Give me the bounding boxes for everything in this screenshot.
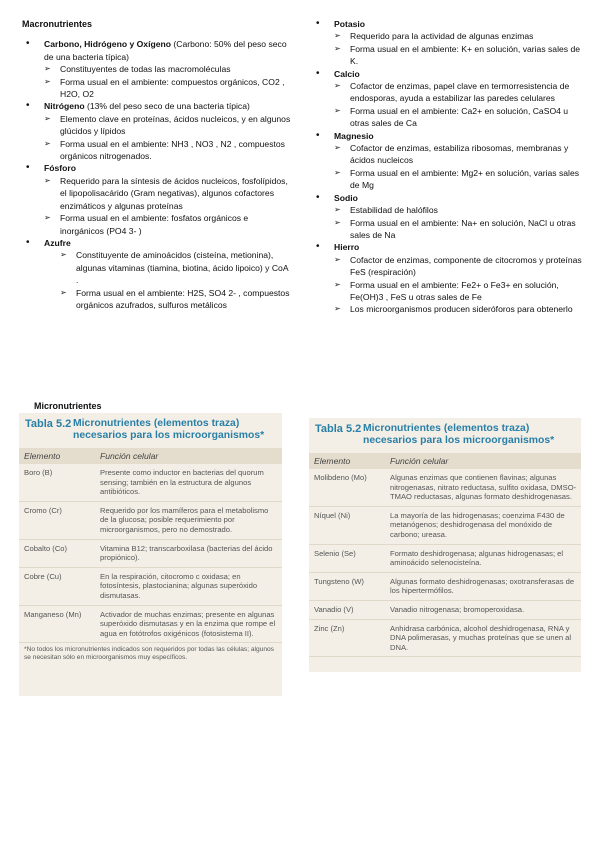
table-row: Tungsteno (W) Algunas formato deshidrogenasas; oxotransferasas de los hipertermófilos. (309, 573, 581, 601)
table-row: Cromo (Cr) Requerido por los mamíferos para el metabolismo de la glucosa; posible requerimiento por microorganismos, pero no demostrado. (19, 502, 282, 540)
table-row: Molibdeno (Mo) Algunas enzimas que contienen flavinas; algunas nitrogenasas, nitrato reductasa, sulfito oxidasa, DMSO-TMAO reductasas, algunas formato deshidrogenasas. (309, 469, 581, 507)
table-footnote: *No todos los micronutrientes indicados son requeridos por todas las células; algunos se necesitan sólo en microorganismos muy específicos. (24, 646, 274, 662)
potasio-item-1: ➢ Requerido para la actividad de algunas enzimas (312, 30, 584, 42)
magnesio-item-1: ➢ Cofactor de enzimas, estabiliza ribosomas, membranas y ácidos nucleicos (312, 142, 584, 167)
table-row: Selenio (Se) Formato deshidrogenasa; algunas hidrogenasas; el aminoácido selenocisteína. (309, 545, 581, 573)
magnesio-item-2: ➢ Forma usual en el ambiente: Mg2+ en solución, varias sales de Mg (312, 167, 584, 192)
nitrogeno-item-1: ➢ Elemento clave en proteínas, ácidos nucleicos, y en algunos glúcidos y lípidos (22, 113, 292, 138)
column-element: Elemento (24, 451, 61, 461)
table-row: Vanadio (V) Vanadio nitrogenasa; bromoperoxidasa. (309, 601, 581, 620)
table-column-headers (309, 453, 581, 469)
table-number: Tabla 5.2 (25, 418, 72, 430)
element-azufre: • Azufre (22, 237, 292, 249)
macronutrients-right-column (312, 18, 584, 316)
table-column-headers (19, 448, 282, 464)
element-magnesio: • Magnesio (312, 130, 584, 142)
potasio-item-2: ➢ Forma usual en el ambiente: K+ en solución, varias sales de K. (312, 43, 584, 68)
chon-item-2: ➢ Forma usual en el ambiente: compuestos orgánicos, CO2 , H2O, O2 (22, 76, 292, 101)
micronutrients-table-left (19, 413, 282, 696)
macronutrients-left-column (22, 18, 292, 311)
micronutrients-table-right (309, 418, 581, 672)
table-row: Cobalto (Co) Vitamina B12; transcarboxilasa (bacterias del ácido propiónico). (19, 540, 282, 568)
column-element: Elemento (314, 456, 351, 466)
hierro-item-3: ➢ Los microorganismos producen sideróforos para obtenerlo (312, 303, 584, 315)
table-header (19, 413, 282, 444)
nitrogeno-item-2: ➢ Forma usual en el ambiente: NH3 , NO3 , N2 , compuestos orgánicos nitrogenados. (22, 138, 292, 163)
macronutrients-heading: Macronutrientes (22, 19, 93, 29)
column-function: Función celular (390, 456, 449, 466)
table-row: Cobre (Cu) En la respiración, citocromo c oxidasa; en fotosíntesis, plastocianina; algunas superóxido dismutasas. (19, 568, 282, 606)
table-row: Boro (B) Presente como inductor en bacterias del quorum sensing; también en la estructura de algunos antibióticos. (19, 464, 282, 502)
table-title: Micronutrientes (elementos traza) necesarios para los microorganismos* (73, 418, 265, 441)
table-row: Manganeso (Mn) Activador de muchas enzimas; presente en algunas superóxido dismutasas y en la enzima que rompe el agua en fotótrofos oxigénicos (fotosistema II). (19, 606, 282, 644)
element-potasio: • Potasio (312, 18, 584, 30)
azufre-item-2: ➢ Forma usual en el ambiente: H2S, SO4 2- , compuestos orgánicos azufrados, sulfuros metálicos (22, 287, 292, 312)
table-row: Zinc (Zn) Anhidrasa carbónica, alcohol deshidrogenasa, RNA y DNA polimerasas, y muchas proteínas que se unen al DNA. (309, 620, 581, 658)
column-function: Función celular (100, 451, 159, 461)
table-row: Níquel (Ni) La mayoría de las hidrogenasas; coenzima F430 de metanógenos; deshidrogenasa del monóxido de carbono; ureasa. (309, 507, 581, 545)
fosforo-item-1: ➢ Requerido para la síntesis de ácidos nucleicos, fosfolípidos, el lipopolisacárido (Gram negativas), algunos cofactores enzimáticos y algunas proteínas (22, 175, 292, 212)
fosforo-item-2: ➢ Forma usual en el ambiente: fosfatos orgánicos e inorgánicos (PO4 3- ) (22, 212, 292, 237)
element-nitrogeno: • Nitrógeno (13% del peso seco de una bacteria típica) (22, 100, 292, 112)
table-title: Micronutrientes (elementos traza) necesarios para los microorganismos* (363, 423, 555, 446)
chon-item-1: ➢ Constituyentes de todas las macromoléculas (22, 63, 292, 75)
sodio-item-2: ➢ Forma usual en el ambiente: Na+ en solución, NaCl u otras sales de Na (312, 217, 584, 242)
hierro-item-1: ➢ Cofactor de enzimas, componente de citocromos y proteínas FeS (respiración) (312, 254, 584, 279)
element-fosforo: • Fósforo (22, 162, 292, 174)
element-sodio: • Sodio (312, 192, 584, 204)
hierro-item-2: ➢ Forma usual en el ambiente: Fe2+ o Fe3+ en solución, Fe(OH)3 , FeS u otras sales de Fe (312, 279, 584, 304)
element-chon: • Carbono, Hidrógeno y Oxígeno (Carbono: 50% del peso seco de una bacteria típica) (22, 38, 292, 63)
calcio-item-1: ➢ Cofactor de enzimas, papel clave en termorresistencia de endosporas, ayuda a estabilizar las paredes celulares (312, 80, 584, 105)
element-hierro: • Hierro (312, 241, 584, 253)
sodio-item-1: ➢ Estabilidad de halófilos (312, 204, 584, 216)
micronutrients-heading: Micronutrientes (34, 401, 102, 411)
table-number: Tabla 5.2 (315, 423, 362, 435)
calcio-item-2: ➢ Forma usual en el ambiente: Ca2+ en solución, CaSO4 u otras sales de Ca (312, 105, 584, 130)
table-header (309, 418, 581, 449)
azufre-item-1: ➢ Constituyente de aminoácidos (cisteína, metionina), algunas vitaminas (tiamina, biotina, ácido lipoico) y CoA . (22, 249, 292, 286)
element-calcio: • Calcio (312, 68, 584, 80)
